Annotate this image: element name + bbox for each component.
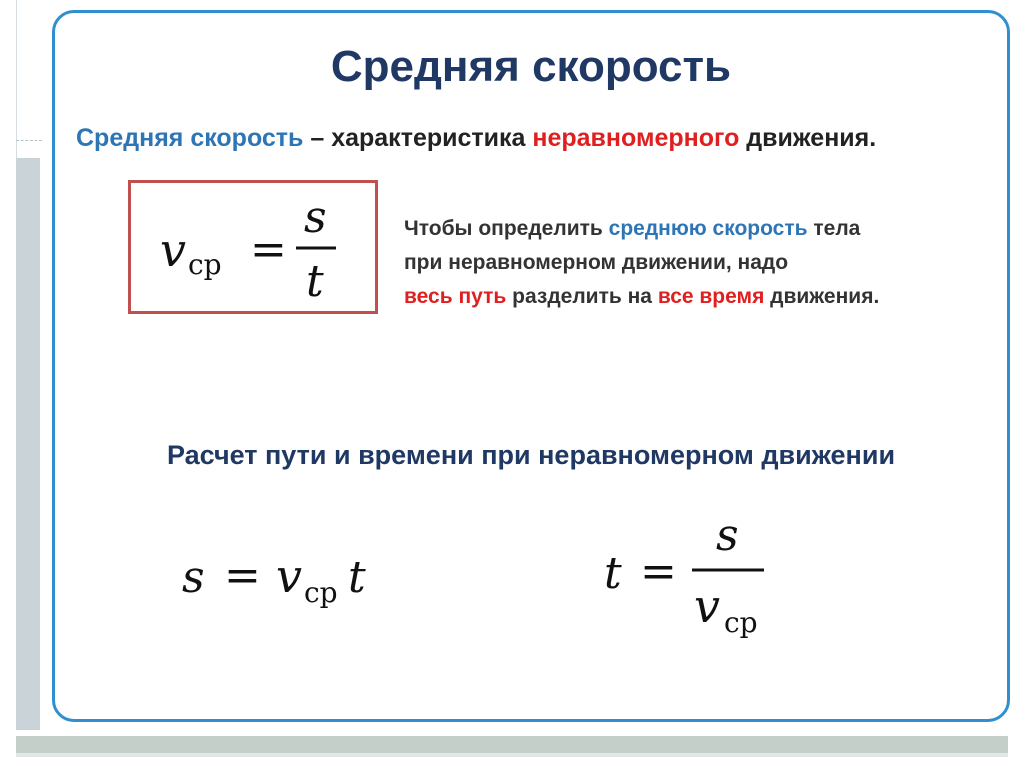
explanation-line-2: при неравномерном движении, надо bbox=[404, 251, 789, 274]
side-bar bbox=[16, 158, 40, 730]
distance-formula-s: s bbox=[182, 552, 205, 603]
definition-end: движения. bbox=[739, 124, 877, 152]
distance-formula bbox=[176, 540, 416, 620]
definition-text bbox=[76, 124, 1006, 153]
distance-formula-t: t bbox=[348, 552, 366, 603]
main-formula-sub: ср bbox=[188, 248, 222, 281]
main-formula-v: v bbox=[160, 223, 186, 277]
bottom-bar bbox=[16, 736, 1008, 753]
time-formula-t: t bbox=[604, 548, 622, 599]
explanation bbox=[404, 212, 1004, 314]
explanation-text: Чтобы определить bbox=[404, 217, 609, 240]
explanation-text: тела bbox=[807, 217, 861, 240]
section-subtitle: Расчет пути и времени при неравномерном движении bbox=[166, 440, 896, 470]
explanation-text: движения. bbox=[764, 285, 880, 308]
explanation-term: среднюю скорость bbox=[608, 217, 808, 240]
main-formula-equals: = bbox=[250, 224, 287, 275]
time-formula-sub: ср bbox=[724, 606, 758, 639]
distance-formula-equals: = bbox=[224, 550, 261, 601]
main-formula-denominator: t bbox=[306, 256, 324, 307]
time-formula-v: v bbox=[694, 579, 720, 633]
main-formula bbox=[128, 180, 378, 314]
definition-highlight: неравномерного bbox=[532, 124, 740, 152]
slide-title: Средняя скорость bbox=[330, 42, 732, 91]
definition-middle: – характеристика bbox=[303, 124, 533, 152]
side-line bbox=[16, 0, 17, 158]
time-formula-equals: = bbox=[640, 546, 677, 597]
main-formula-numerator: s bbox=[304, 192, 327, 243]
time-formula bbox=[598, 510, 798, 640]
bottom-shadow bbox=[16, 753, 1008, 757]
explanation-line-3 bbox=[404, 280, 1004, 314]
explanation-line-1 bbox=[404, 212, 1004, 246]
distance-formula-sub: ср bbox=[304, 576, 338, 609]
distance-formula-v: v bbox=[276, 549, 302, 603]
dash-line bbox=[16, 140, 42, 141]
definition-term: Средняя скорость bbox=[76, 124, 304, 152]
explanation-highlight: все время bbox=[657, 285, 765, 308]
time-formula-numerator: s bbox=[716, 510, 739, 561]
explanation-highlight: весь путь bbox=[404, 285, 507, 308]
explanation-text: разделить на bbox=[506, 285, 658, 308]
